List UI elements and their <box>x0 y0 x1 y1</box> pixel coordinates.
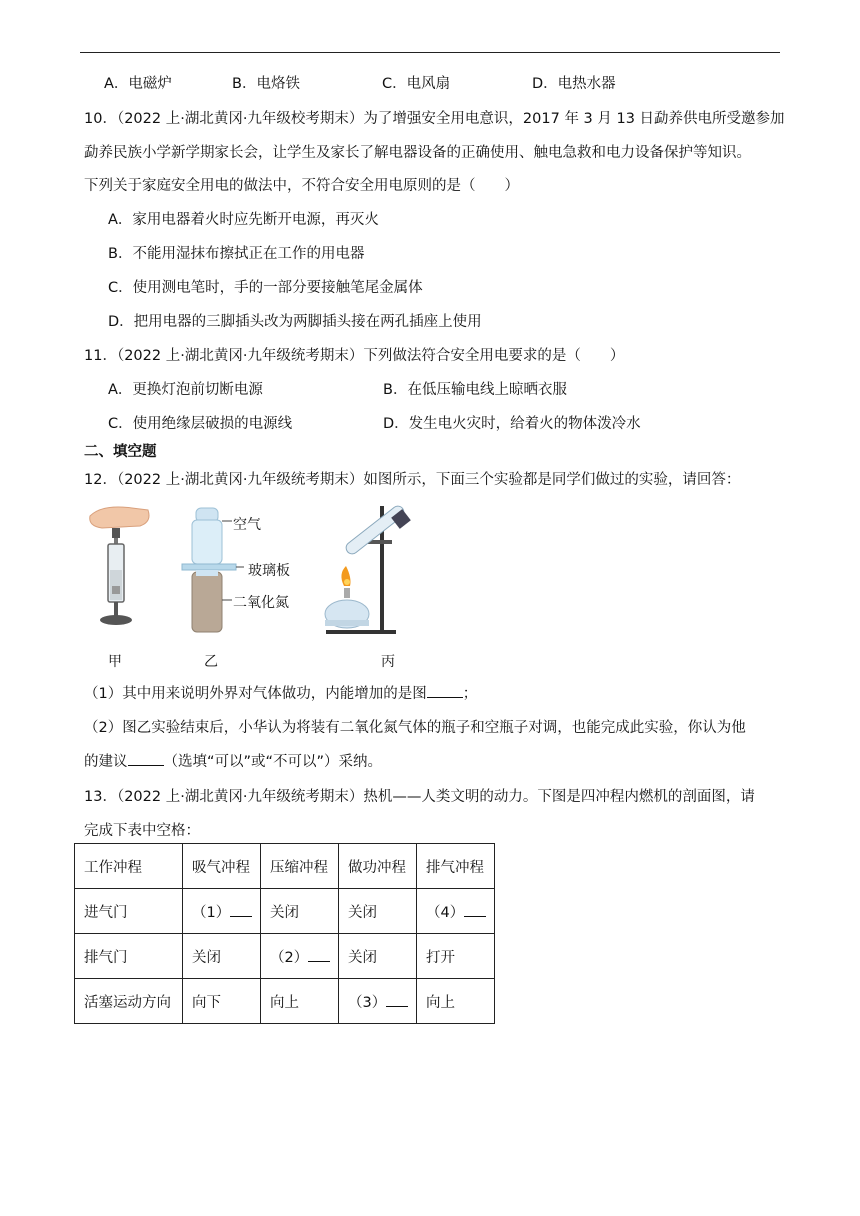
table-row <box>75 979 495 1024</box>
table-cell: 向上 <box>261 979 339 1024</box>
table-cell: 打开 <box>417 934 495 979</box>
table-cell <box>261 934 339 979</box>
figure-jia-piston <box>90 507 149 625</box>
q10-stem-line2: 勐养民族小学新学期家长会，让学生及家长了解电器设备的正确使用、触电急救和电力设备保护等知识。 <box>84 145 751 161</box>
label-jia: 甲 <box>108 654 122 670</box>
table-cell: 压缩冲程 <box>261 844 339 889</box>
figure-bing-burner <box>325 504 411 634</box>
q12-sub1 <box>84 682 477 703</box>
q10-stem-line3: 下列关于家庭安全用电的做法中，不符合安全用电原则的是（ ） <box>84 178 519 194</box>
answer-blank[interactable] <box>427 683 463 698</box>
label-air: 空气 <box>233 517 261 533</box>
q10-stem-line1: 10．（2022 上·湖北黄冈·九年级校考期末）为了增强安全用电意识，2017 年 3 月 13 日勐养供电所受邀参加 <box>84 111 785 127</box>
q9-option-c: C．电风扇 <box>382 76 451 92</box>
table-cell <box>183 889 261 934</box>
table-cell: 工作冲程 <box>75 844 183 889</box>
table-cell <box>417 889 495 934</box>
blank-number: （1） <box>192 904 231 921</box>
answer-blank[interactable] <box>386 992 408 1007</box>
blank-number: （2） <box>270 949 309 966</box>
header-rule <box>80 52 780 53</box>
table-cell: 向下 <box>183 979 261 1024</box>
q12-sub2-line2 <box>84 750 382 771</box>
label-glass-plate: 玻璃板 <box>248 563 290 579</box>
answer-blank[interactable] <box>464 902 486 917</box>
q12-stem: 12．（2022 上·湖北黄冈·九年级统考期末）如图所示，下面三个实验都是同学们做过的实验，请回答： <box>84 472 741 488</box>
q10-option-b: B．不能用湿抹布擦拭正在工作的用电器 <box>108 246 365 262</box>
answer-blank[interactable] <box>230 902 252 917</box>
q11-option-a: A．更换灯泡前切断电源 <box>108 382 263 398</box>
answer-blank[interactable] <box>128 751 164 766</box>
table-cell: 进气门 <box>75 889 183 934</box>
table-cell: 向上 <box>417 979 495 1024</box>
q12-sub1-text: （1）其中用来说明外界对气体做功，内能增加的是图 <box>84 686 427 702</box>
q11-option-d: D．发生电火灾时，给着火的物体泼冷水 <box>383 416 641 432</box>
q9-option-b: B．电烙铁 <box>232 76 300 92</box>
q12-sub2-text: 的建议 <box>84 754 128 770</box>
table-row <box>75 934 495 979</box>
table-cell: 吸气冲程 <box>183 844 261 889</box>
q13-stem-line2: 完成下表中空格： <box>84 823 200 839</box>
blank-number: （3） <box>348 994 387 1011</box>
q9-option-d: D．电热水器 <box>532 76 616 92</box>
q11-option-b: B．在低压输电线上晾晒衣服 <box>383 382 567 398</box>
blank-number: （4） <box>426 904 465 921</box>
q10-option-a: A．家用电器着火时应先断开电源，再灭火 <box>108 212 379 228</box>
label-no2: 二氧化氮 <box>233 595 289 611</box>
table-cell: 排气冲程 <box>417 844 495 889</box>
q13-stem-line1: 13．（2022 上·湖北黄冈·九年级统考期末）热机——人类文明的动力。下图是四冲程内燃机的剖面图，请 <box>84 789 755 805</box>
table-cell: 关闭 <box>261 889 339 934</box>
table-cell: 排气门 <box>75 934 183 979</box>
q10-option-d: D．把用电器的三脚插头改为两脚插头接在两孔插座上使用 <box>108 314 482 330</box>
table-cell: 关闭 <box>339 934 417 979</box>
q12-sub1-end: ； <box>462 686 478 702</box>
table-cell <box>339 979 417 1024</box>
table-cell: 关闭 <box>339 889 417 934</box>
table-cell: 活塞运动方向 <box>75 979 183 1024</box>
q11-stem: 11．（2022 上·湖北黄冈·九年级统考期末）下列做法符合安全用电要求的是（ ） <box>84 348 625 364</box>
table-cell: 做功冲程 <box>339 844 417 889</box>
q10-option-c: C．使用测电笔时，手的一部分要接触笔尾金属体 <box>108 280 423 296</box>
label-yi: 乙 <box>204 654 218 670</box>
answer-blank[interactable] <box>308 947 330 962</box>
q11-option-c: C．使用绝缘层破损的电源线 <box>108 416 293 432</box>
q12-sub2-end: （选填“可以”或“不可以”）采纳。 <box>163 754 383 770</box>
table-row <box>75 889 495 934</box>
label-bing: 丙 <box>381 654 395 670</box>
q12-sub2-line1: （2）图乙实验结束后，小华认为将装有二氧化氮气体的瓶子和空瓶子对调，也能完成此实验，你认为他 <box>84 720 746 736</box>
section-heading: 二、填空题 <box>84 444 157 460</box>
stroke-table <box>74 843 495 1024</box>
table-cell: 关闭 <box>183 934 261 979</box>
q9-option-a: A．电磁炉 <box>104 76 172 92</box>
table-row <box>75 844 495 889</box>
q9-options <box>104 72 784 94</box>
